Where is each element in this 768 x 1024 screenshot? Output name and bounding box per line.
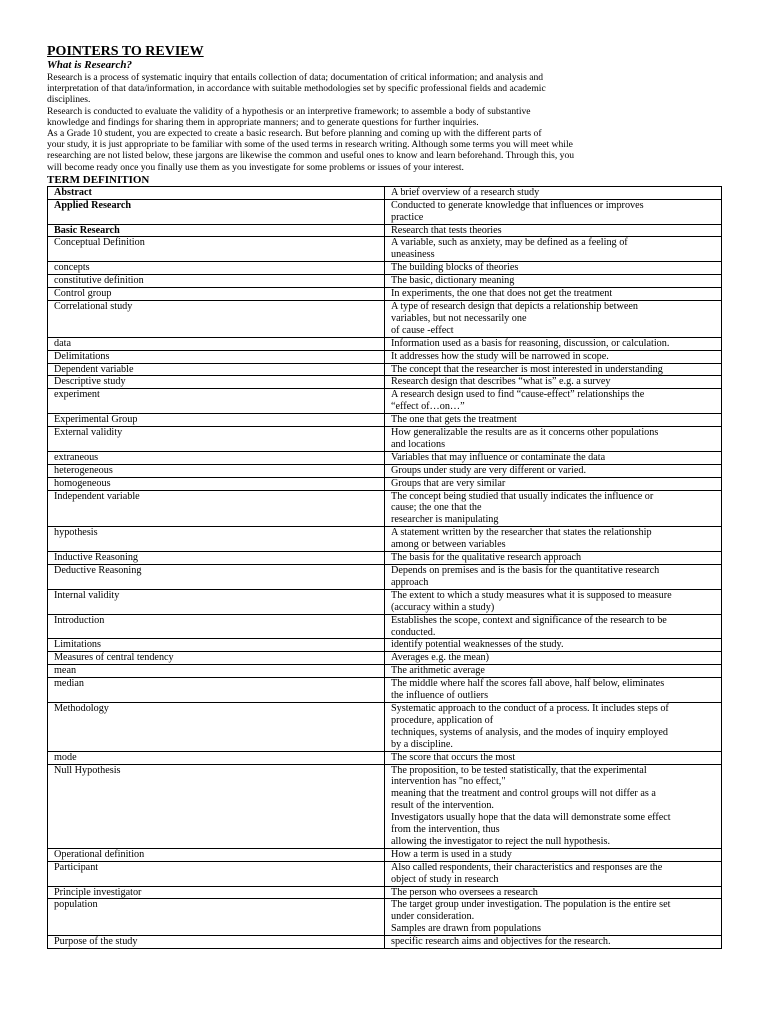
term-cell: Introduction	[48, 614, 385, 639]
definition-line: How a term is used in a study	[391, 848, 512, 860]
definition-cell	[385, 764, 722, 848]
term-cell: Deductive Reasoning	[48, 565, 385, 590]
definition-cell	[385, 237, 722, 262]
term-cell: Dependent variable	[48, 363, 385, 376]
document-page	[47, 44, 722, 949]
definition-line: Depends on premises and is the basis for the quantitative research	[391, 565, 660, 577]
paragraph-line: will become ready once you finally use them as you investigate for some problems or issues of your interest.	[47, 161, 464, 173]
term-cell: extraneous	[48, 451, 385, 464]
table-row	[48, 376, 722, 389]
definition-cell	[385, 552, 722, 565]
definition-cell	[385, 886, 722, 899]
table-row	[48, 199, 722, 224]
definition-line: allowing the investigator to reject the null hypothesis.	[391, 835, 610, 847]
terms-table	[47, 186, 722, 949]
table-row	[48, 589, 722, 614]
definition-line: of cause -effect	[391, 324, 454, 336]
term-cell: Operational definition	[48, 848, 385, 861]
term-cell: Conceptual Definition	[48, 237, 385, 262]
definition-cell	[385, 565, 722, 590]
table-row	[48, 861, 722, 886]
definition-line: The basis for the qualitative research approach	[391, 552, 582, 564]
definition-line: meaning that the treatment and control groups will not differ as a	[391, 788, 656, 800]
definition-cell	[385, 275, 722, 288]
definition-line: result of the intervention.	[391, 800, 494, 812]
term-cell: experiment	[48, 389, 385, 414]
paragraph-line: disciplines.	[47, 94, 91, 106]
definition-line: A type of research design that depicts a relationship between	[391, 300, 638, 312]
definition-cell	[385, 751, 722, 764]
intro-paragraph-1	[47, 72, 722, 106]
table-row	[48, 186, 722, 199]
term-cell: Measures of central tendency	[48, 652, 385, 665]
definition-cell	[385, 652, 722, 665]
definition-line: specific research aims and objectives for the research.	[391, 936, 611, 948]
table-row	[48, 262, 722, 275]
table-row	[48, 614, 722, 639]
definition-line: under consideration.	[391, 911, 475, 923]
definition-line: conducted.	[391, 626, 436, 638]
table-row	[48, 451, 722, 464]
page-title: POINTERS TO REVIEW	[47, 44, 204, 59]
definition-cell	[385, 262, 722, 275]
definition-cell	[385, 288, 722, 301]
definition-line: The arithmetic average	[391, 665, 485, 677]
term-cell: data	[48, 337, 385, 350]
definition-line: by a discipline.	[391, 738, 453, 750]
definition-cell	[385, 451, 722, 464]
paragraph-line: Research is conducted to evaluate the validity of a hypothesis or an interpretive framework; to assemble a body of substantive	[47, 105, 531, 117]
table-row	[48, 427, 722, 452]
definition-line: Information used as a basis for reasoning, discussion, or calculation.	[391, 337, 670, 349]
definition-line: In experiments, the one that does not get the treatment	[391, 288, 613, 300]
definition-line: Groups under study are very different or varied.	[391, 464, 587, 476]
table-row	[48, 237, 722, 262]
term-cell: Descriptive study	[48, 376, 385, 389]
term-cell: Applied Research	[48, 199, 385, 224]
section-subtitle: What is Research?	[47, 59, 132, 71]
term-cell: Purpose of the study	[48, 936, 385, 949]
definition-line: The target group under investigation. The population is the entire set	[391, 899, 671, 911]
table-row	[48, 477, 722, 490]
paragraph-line: As a Grade 10 student, you are expected to create a basic research. But before planning and coming up with the different parts of	[47, 128, 542, 140]
term-cell: Abstract	[48, 186, 385, 199]
definition-line: The middle where half the scores fall above, half below, eliminates	[391, 678, 665, 690]
term-cell: concepts	[48, 262, 385, 275]
definition-line: Systematic approach to the conduct of a process. It includes steps of	[391, 702, 669, 714]
intro-paragraph-3	[47, 128, 722, 173]
definition-line: procedure, application of	[391, 714, 494, 726]
table-row	[48, 300, 722, 337]
paragraph-line: researching are not listed below, these jargons are likewise the common and useful ones to know and learn beforehand. Through this, you	[47, 150, 575, 162]
table-row	[48, 389, 722, 414]
definition-line: (accuracy within a study)	[391, 601, 495, 613]
term-cell: mean	[48, 665, 385, 678]
definition-cell	[385, 477, 722, 490]
definition-cell	[385, 186, 722, 199]
term-cell: median	[48, 678, 385, 703]
definition-cell	[385, 337, 722, 350]
table-row	[48, 665, 722, 678]
definition-line: The one that gets the treatment	[391, 414, 517, 426]
table-row	[48, 678, 722, 703]
term-cell: population	[48, 899, 385, 936]
table-row	[48, 337, 722, 350]
definition-line: The person who oversees a research	[391, 886, 538, 898]
table-row	[48, 275, 722, 288]
definition-cell	[385, 300, 722, 337]
definition-line: Also called respondents, their characteristics and responses are the	[391, 861, 663, 873]
term-cell: Internal validity	[48, 589, 385, 614]
table-row	[48, 764, 722, 848]
definition-line: intervention has "no effect,"	[391, 776, 506, 788]
definition-line: among or between variables	[391, 539, 506, 551]
definition-line: Conducted to generate knowledge that influences or improves	[391, 199, 644, 211]
table-row	[48, 414, 722, 427]
definition-line: and locations	[391, 438, 446, 450]
definition-cell	[385, 899, 722, 936]
definition-cell	[385, 199, 722, 224]
definition-cell	[385, 936, 722, 949]
intro-paragraph-2	[47, 106, 722, 128]
definition-line: practice	[391, 211, 424, 223]
term-cell: Limitations	[48, 639, 385, 652]
table-row	[48, 886, 722, 899]
definition-line: A brief overview of a research study	[391, 186, 540, 198]
definition-line: A statement written by the researcher that states the relationship	[391, 527, 652, 539]
definition-cell	[385, 427, 722, 452]
term-cell: Independent variable	[48, 490, 385, 527]
definition-line: Investigators usually hope that the data will demonstrate some effect	[391, 812, 671, 824]
definition-cell	[385, 639, 722, 652]
definition-line: Groups that are very similar	[391, 477, 506, 489]
table-row	[48, 464, 722, 477]
definition-cell	[385, 464, 722, 477]
table-row	[48, 288, 722, 301]
definition-line: The score that occurs the most	[391, 751, 516, 763]
term-cell: Basic Research	[48, 224, 385, 237]
paragraph-line: interpretation of that data/information, in accordance with suitable methodologies set by specific professional fields and academic	[47, 83, 546, 95]
term-cell: Methodology	[48, 702, 385, 751]
definition-line: cause; the one that the	[391, 502, 482, 514]
definition-line: variables, but not necessarily one	[391, 312, 527, 324]
definition-line: The basic, dictionary meaning	[391, 275, 515, 287]
definition-line: researcher is manipulating	[391, 514, 499, 526]
definition-cell	[385, 589, 722, 614]
definition-line: A research design used to find “cause-effect” relationships the	[391, 389, 645, 401]
definition-line: from the intervention, thus	[391, 824, 500, 836]
definition-cell	[385, 665, 722, 678]
paragraph-line: your study, it is just appropriate to be familiar with some of the used terms in research writing. Although some terms you will meet while	[47, 139, 573, 151]
table-row	[48, 350, 722, 363]
paragraph-line: Research is a process of systematic inquiry that entails collection of data; documentation of critical information; and analysis and	[47, 72, 544, 83]
definition-line: Averages e.g. the mean)	[391, 652, 489, 664]
definition-cell	[385, 363, 722, 376]
definition-line: Variables that may influence or contaminate the data	[391, 451, 606, 463]
table-row	[48, 639, 722, 652]
definition-line: Samples are drawn from populations	[391, 923, 541, 935]
definition-line: The extent to which a study measures what it is supposed to measure	[391, 589, 672, 601]
term-cell: Control group	[48, 288, 385, 301]
definition-line: The concept that the researcher is most interested in understanding	[391, 363, 663, 375]
definition-line: The concept being studied that usually indicates the influence or	[391, 490, 654, 502]
table-row	[48, 363, 722, 376]
term-cell: Principle investigator	[48, 886, 385, 899]
term-cell: Participant	[48, 861, 385, 886]
definition-line: How generalizable the results are as it concerns other populations	[391, 427, 659, 439]
table-row	[48, 936, 722, 949]
definition-line: The building blocks of theories	[391, 262, 519, 274]
term-cell: constitutive definition	[48, 275, 385, 288]
term-cell: hypothesis	[48, 527, 385, 552]
term-cell: Correlational study	[48, 300, 385, 337]
table-row	[48, 899, 722, 936]
table-row	[48, 490, 722, 527]
table-row	[48, 565, 722, 590]
definition-line: object of study in research	[391, 873, 499, 885]
definition-cell	[385, 350, 722, 363]
table-row	[48, 652, 722, 665]
definition-cell	[385, 861, 722, 886]
table-row	[48, 224, 722, 237]
definition-cell	[385, 414, 722, 427]
definition-cell	[385, 490, 722, 527]
table-row	[48, 751, 722, 764]
table-heading: TERM DEFINITION	[47, 173, 150, 186]
definition-cell	[385, 224, 722, 237]
term-cell: External validity	[48, 427, 385, 452]
definition-line: the influence of outliers	[391, 690, 489, 702]
definition-cell	[385, 678, 722, 703]
definition-line: A variable, such as anxiety, may be defined as a feeling of	[391, 237, 628, 249]
paragraph-line: knowledge and findings for sharing them in appropriate manners; and to generate questions for further inquiries.	[47, 116, 479, 128]
term-cell: Inductive Reasoning	[48, 552, 385, 565]
term-cell: homogeneous	[48, 477, 385, 490]
term-cell: Experimental Group	[48, 414, 385, 427]
term-cell: heterogeneous	[48, 464, 385, 477]
definition-line: Research design that describes “what is” e.g. a survey	[391, 376, 611, 388]
table-row	[48, 552, 722, 565]
definition-line: The proposition, to be tested statistically, that the experimental	[391, 764, 647, 776]
definition-cell	[385, 389, 722, 414]
definition-cell	[385, 848, 722, 861]
definition-line: It addresses how the study will be narrowed in scope.	[391, 350, 609, 362]
table-row	[48, 848, 722, 861]
definition-line: identify potential weaknesses of the study.	[391, 639, 564, 651]
definition-cell	[385, 702, 722, 751]
table-row	[48, 527, 722, 552]
term-cell: Null Hypothesis	[48, 764, 385, 848]
definition-cell	[385, 376, 722, 389]
definition-cell	[385, 527, 722, 552]
term-cell: Delimitations	[48, 350, 385, 363]
definition-line: Establishes the scope, context and significance of the research to be	[391, 614, 667, 626]
term-cell: mode	[48, 751, 385, 764]
definition-line: approach	[391, 576, 429, 588]
table-row	[48, 702, 722, 751]
definition-line: uneasiness	[391, 249, 435, 261]
definition-line: techniques, systems of analysis, and the modes of inquiry employed	[391, 726, 668, 738]
definition-line: “effect of…on…”	[391, 401, 465, 413]
definition-cell	[385, 614, 722, 639]
definition-line: Research that tests theories	[391, 224, 502, 236]
